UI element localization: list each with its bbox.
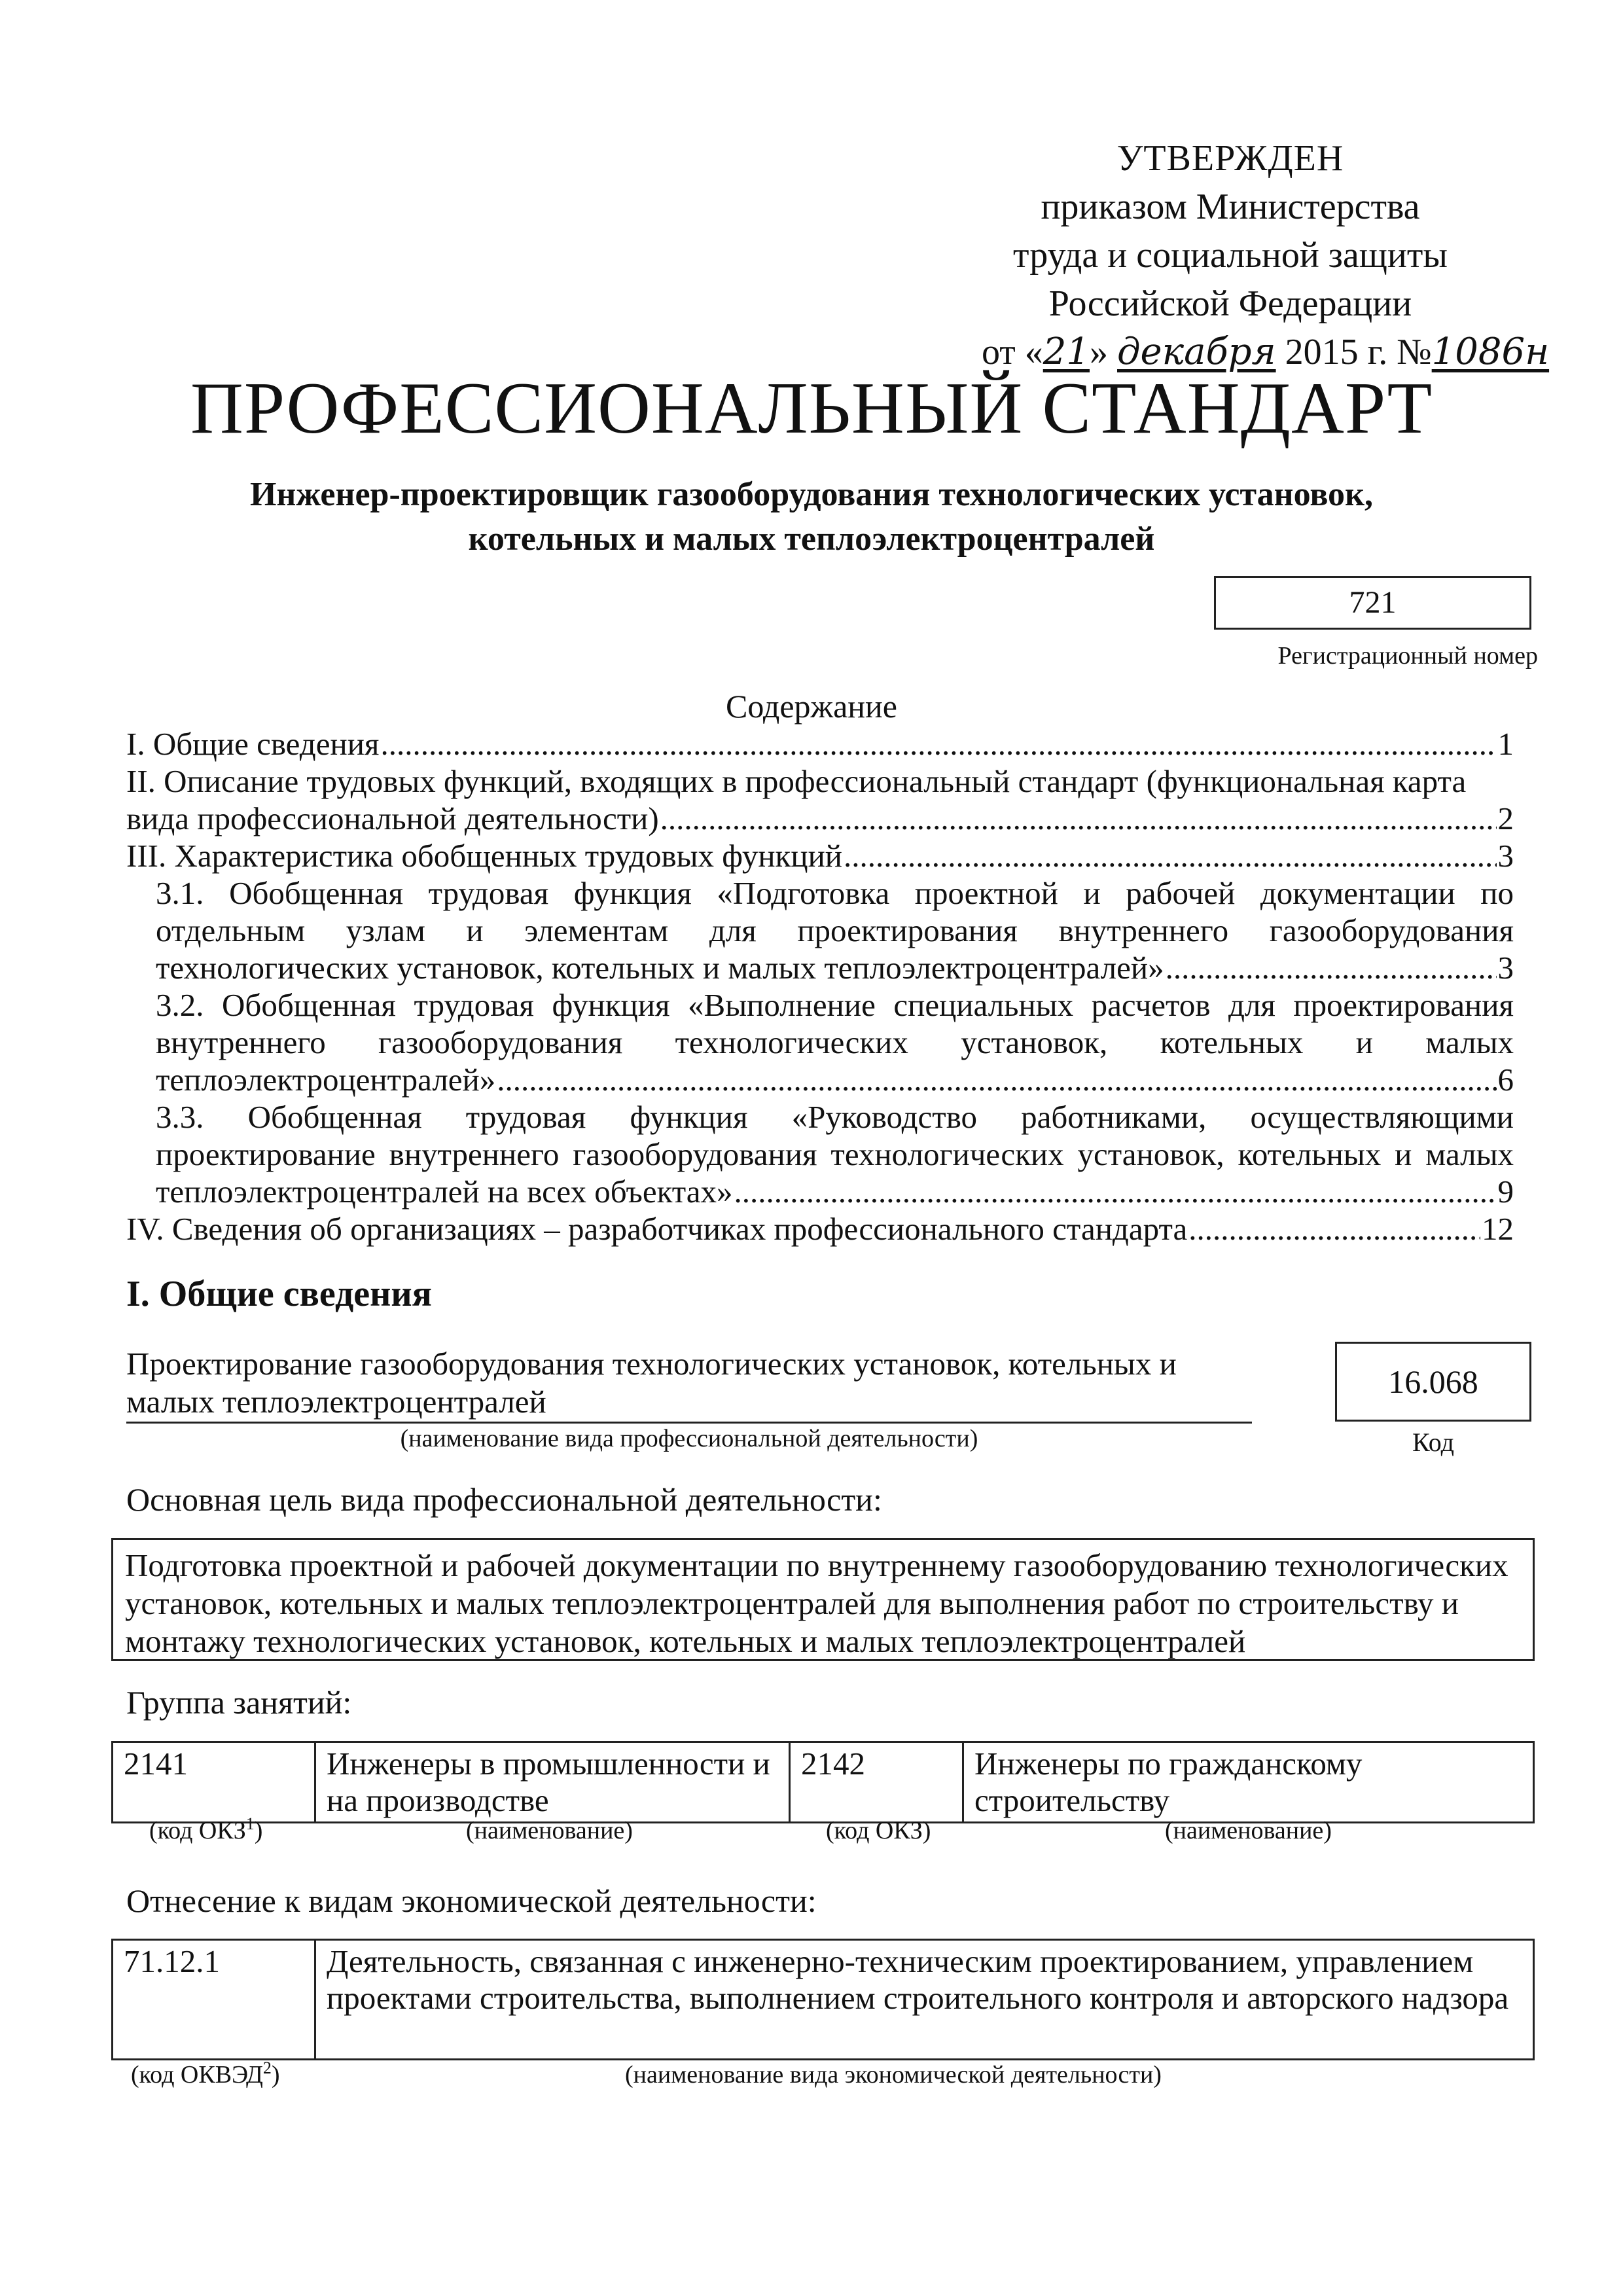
date-mid: »	[1090, 332, 1108, 372]
toc-entry-page: 3	[1497, 950, 1514, 986]
toc-entry-page: 2	[1497, 800, 1514, 836]
document-title: ПРОФЕССИОНАЛЬНЫЙ СТАНДАРТ	[190, 368, 1433, 449]
toc-entry-page: 9	[1497, 1174, 1514, 1210]
toc-entry-page: 3	[1497, 838, 1514, 874]
okved-name: Деятельность, связанная с инженерно-техническим проектированием, управлением проектами строительства, выполнением строительного контроля и авторского надзора	[315, 1940, 1534, 2060]
toc-entry-line: отдельным узлам и элементам для проектирования внутреннего газооборудования	[156, 912, 1514, 948]
activity-name-line-1: Проектирование газооборудования технологических установок, котельных и	[126, 1346, 1177, 1382]
occupation-code-caption	[149, 1816, 262, 1845]
date-day-handwritten: 21	[1043, 331, 1090, 373]
activity-name	[126, 1345, 1252, 1421]
approval-line-2: труда и социальной защиты	[1013, 235, 1448, 276]
toc-entry-title: вида профессиональной деятельности)	[126, 800, 659, 836]
occupation-label: Группа занятий:	[126, 1684, 352, 1721]
toc-entry-title: технологических установок, котельных и малых теплоэлектроцентралей»	[156, 950, 1164, 986]
occupation-name-caption-2: (наименование)	[1165, 1817, 1332, 1844]
activity-code-box: 16.068	[1335, 1342, 1531, 1422]
footnote-marker[interactable]: 2	[262, 2058, 272, 2077]
toc-leader	[1166, 949, 1497, 986]
toc-entry-3-3[interactable]	[126, 1098, 1514, 1210]
footnote-marker[interactable]: 1	[245, 1814, 255, 1833]
toc-leader	[380, 725, 1496, 762]
occupation-code-caption-2: (код ОКЗ)	[826, 1817, 931, 1844]
occupation-code-1: 2141	[113, 1742, 315, 1823]
toc-entry-line: проектирование внутреннего газооборудования технологических установок, котельных и малых	[156, 1136, 1514, 1172]
toc-leader	[844, 837, 1496, 874]
toc-leader	[497, 1061, 1496, 1098]
occupation-code-2: 2142	[790, 1742, 963, 1823]
toc-entry-line: 3.2. Обобщенная трудовая функция «Выполнение специальных расчетов для проектирования	[156, 987, 1514, 1023]
occupation-name-2: Инженеры по гражданскому строительству	[963, 1742, 1534, 1823]
subtitle-line-2: котельных и малых теплоэлектроцентралей	[468, 520, 1155, 558]
okved-code-caption	[131, 2060, 280, 2089]
okved-name-caption: (наименование вида экономической деятельности)	[625, 2061, 1162, 2089]
approval-title: УТВЕРЖДЕН	[1116, 138, 1344, 179]
approval-line-1: приказом Министерства	[1041, 187, 1420, 227]
toc-entry-title: теплоэлектроцентралей»	[156, 1062, 496, 1098]
activity-name-line-2: малых теплоэлектроцентралей	[126, 1384, 546, 1420]
approval-block	[903, 134, 1558, 376]
toc-entry-4[interactable]	[126, 1210, 1514, 1247]
approval-line-3: Российской Федерации	[1048, 283, 1412, 324]
economic-activity-table	[111, 1939, 1535, 2060]
date-year: 2015 г. №	[1285, 332, 1432, 372]
caption-text: )	[271, 2061, 280, 2089]
caption-text: (код ОКВЭД	[131, 2061, 263, 2089]
activity-code-caption: Код	[1412, 1427, 1454, 1457]
activity-underline	[126, 1422, 1252, 1424]
toc-entry-2[interactable]	[126, 762, 1514, 837]
occupation-name-caption: (наименование)	[466, 1817, 633, 1844]
toc-entry-page: 12	[1482, 1211, 1514, 1247]
toc-leader	[734, 1173, 1497, 1210]
toc-entry-page: 1	[1497, 726, 1514, 762]
toc-leader	[1188, 1210, 1480, 1247]
economic-label: Отнесение к видам экономической деятельности:	[126, 1882, 817, 1919]
occupation-table	[111, 1741, 1535, 1823]
okved-code: 71.12.1	[113, 1940, 315, 2060]
activity-caption: (наименование вида профессиональной деятельности)	[400, 1425, 978, 1452]
toc-entry-page: 6	[1497, 1062, 1514, 1098]
toc-leader	[660, 800, 1497, 837]
toc-entry-line: 3.3. Обобщенная трудовая функция «Руководство работниками, осуществляющими	[156, 1099, 1514, 1135]
toc-heading: Содержание	[726, 688, 897, 725]
registration-number-box: 721	[1214, 576, 1531, 630]
table-of-contents	[126, 725, 1514, 1247]
date-month-handwritten: декабря	[1117, 331, 1276, 373]
toc-entry-1[interactable]	[126, 725, 1514, 762]
toc-entry-title: I. Общие сведения	[126, 726, 380, 762]
toc-entry-3[interactable]	[126, 837, 1514, 874]
caption-text: )	[254, 1817, 263, 1844]
registration-number-label: Регистрационный номер	[1277, 642, 1538, 670]
toc-entry-title: IV. Сведения об организациях – разработчиках профессионального стандарта	[126, 1211, 1188, 1247]
date-prefix: от «	[982, 332, 1043, 372]
toc-entry-3-1[interactable]	[126, 874, 1514, 986]
section-1-heading: I. Общие сведения	[126, 1274, 432, 1314]
occupation-name-1: Инженеры в промышленности и на производстве	[315, 1742, 790, 1823]
toc-entry-title: III. Характеристика обобщенных трудовых функций	[126, 838, 843, 874]
document-subtitle	[92, 473, 1531, 562]
toc-entry-title: теплоэлектроцентралей на всех объектах»	[156, 1174, 733, 1210]
order-number-handwritten: 1086н	[1431, 331, 1550, 373]
goal-box: Подготовка проектной и рабочей документации по внутреннему газооборудованию технологических установок, котельных и малых теплоэлектроцентралей для выполнения работ по строительству и монтажу технологических установок, котельных и малых теплоэлектроцентралей	[111, 1538, 1535, 1661]
table-row	[113, 1742, 1534, 1823]
caption-text: (код ОКЗ	[149, 1817, 246, 1844]
toc-entry-line: II. Описание трудовых функций, входящих в профессиональный стандарт (функциональная карта	[126, 763, 1467, 799]
subtitle-line-1: Инженер-проектировщик газооборудования технологических установок,	[249, 476, 1374, 513]
toc-entry-3-2[interactable]	[126, 986, 1514, 1098]
toc-entry-line: 3.1. Обобщенная трудовая функция «Подготовка проектной и рабочей документации по	[156, 875, 1514, 911]
goal-label: Основная цель вида профессиональной деятельности:	[126, 1481, 882, 1518]
table-row	[113, 1940, 1534, 2060]
toc-entry-line: внутреннего газооборудования технологических установок, котельных и малых	[156, 1024, 1514, 1060]
